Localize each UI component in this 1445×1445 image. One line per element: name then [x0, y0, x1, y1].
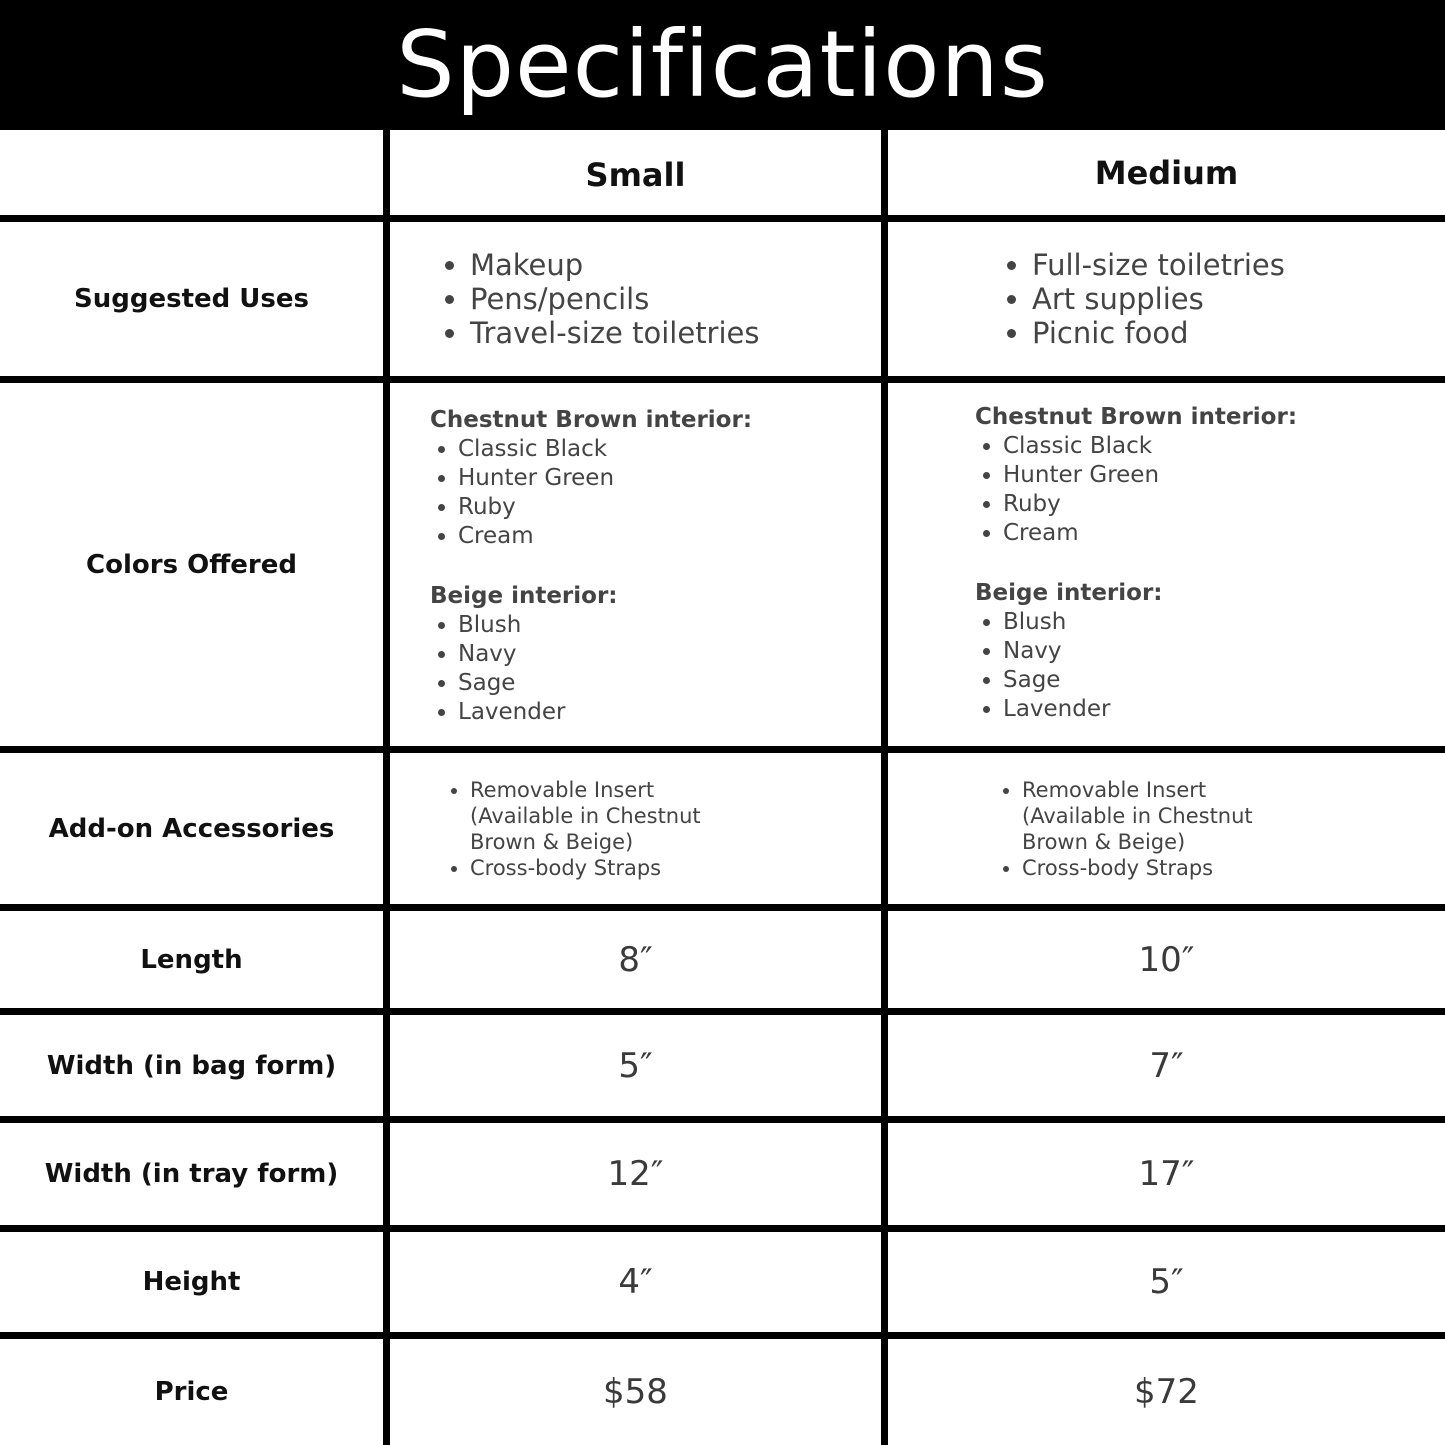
- list-item: • Ruby: [1003, 490, 1445, 519]
- list-item: • Classic Black: [1003, 432, 1445, 461]
- accessories-list: [442, 777, 730, 881]
- row-label-price: Price: [154, 1377, 229, 1407]
- list-item: • Classic Black: [458, 435, 881, 464]
- row-label-accessories: Add-on Accessories: [48, 813, 335, 844]
- list-item: • Hunter Green: [1003, 461, 1445, 490]
- column-header-small: Small: [585, 156, 686, 194]
- accessories-medium: [888, 753, 1445, 904]
- list-item: • Makeup: [470, 248, 760, 282]
- list-item: • Cross-body Straps: [470, 855, 730, 881]
- row-divider: [0, 1225, 1445, 1232]
- row-divider: [0, 1008, 1445, 1015]
- row-label-width-tray: Width (in tray form): [44, 1159, 339, 1189]
- list-item: • Full-size toiletries: [1032, 248, 1285, 282]
- list-item: • Removable Insert (Available in Chestnut Brown & Beige): [470, 777, 730, 855]
- row-divider: [0, 1116, 1445, 1123]
- height-small: 4″: [618, 1262, 653, 1302]
- beige-interior-heading: Beige interior:: [430, 583, 618, 609]
- list-item: • Pens/pencils: [470, 282, 760, 316]
- row-divider: [0, 904, 1445, 911]
- colors-offered-medium: [888, 383, 1445, 746]
- height-medium: 5″: [1149, 1262, 1184, 1302]
- list-item: • Blush: [1003, 608, 1445, 637]
- page-title: Specifications: [396, 11, 1049, 118]
- list-item: • Hunter Green: [458, 464, 881, 493]
- accessories-small: [390, 753, 881, 904]
- width-tray-medium: 17″: [1138, 1154, 1195, 1194]
- accessories-list: [994, 777, 1282, 881]
- width-bag-medium: 7″: [1149, 1045, 1184, 1086]
- row-label-width-bag: Width (in bag form): [46, 1050, 337, 1081]
- list-item: • Blush: [458, 611, 881, 640]
- row-label-length: Length: [140, 944, 243, 975]
- row-divider: [0, 1332, 1445, 1339]
- suggested-uses-list: [1004, 248, 1285, 350]
- suggested-uses-medium: [888, 222, 1445, 376]
- list-item: • Sage: [1003, 666, 1445, 695]
- suggested-uses-small: [390, 222, 881, 376]
- list-item: • Navy: [1003, 637, 1445, 666]
- row-divider: [0, 746, 1445, 753]
- width-tray-small: 12″: [607, 1154, 664, 1194]
- list-item: • Travel-size toiletries: [470, 316, 760, 350]
- chestnut-colors-list: [975, 432, 1445, 548]
- list-item: • Cream: [458, 522, 881, 551]
- list-item: • Lavender: [458, 698, 881, 727]
- suggested-uses-list: [442, 248, 760, 350]
- length-small: 8″: [618, 939, 653, 980]
- row-label-suggested-uses: Suggested Uses: [74, 284, 309, 314]
- colors-offered-small: [390, 383, 881, 746]
- price-medium: $72: [1134, 1372, 1199, 1412]
- column-header-medium: Medium: [1094, 153, 1239, 192]
- list-item: • Sage: [458, 669, 881, 698]
- list-item: • Lavender: [1003, 695, 1445, 724]
- chestnut-interior-heading: Chestnut Brown interior:: [975, 404, 1298, 430]
- list-item: • Art supplies: [1032, 282, 1285, 316]
- list-item: • Navy: [458, 640, 881, 669]
- row-label-colors-offered: Colors Offered: [86, 549, 297, 580]
- list-item: • Cross-body Straps: [1022, 855, 1282, 881]
- title-bar: [0, 0, 1445, 130]
- column-divider: [383, 130, 390, 1445]
- width-bag-small: 5″: [618, 1045, 653, 1086]
- chestnut-colors-list: [430, 435, 881, 551]
- list-item: • Ruby: [458, 493, 881, 522]
- length-medium: 10″: [1138, 939, 1195, 980]
- beige-colors-list: [975, 608, 1445, 724]
- beige-colors-list: [430, 611, 881, 727]
- row-divider: [0, 376, 1445, 383]
- beige-interior-heading: Beige interior:: [975, 580, 1163, 606]
- row-label-height: Height: [142, 1267, 241, 1297]
- chestnut-interior-heading: Chestnut Brown interior:: [430, 407, 753, 433]
- price-small: $58: [603, 1372, 668, 1412]
- list-item: • Cream: [1003, 519, 1445, 548]
- list-item: • Removable Insert (Available in Chestnut Brown & Beige): [1022, 777, 1282, 855]
- column-divider: [881, 130, 888, 1445]
- list-item: • Picnic food: [1032, 316, 1285, 350]
